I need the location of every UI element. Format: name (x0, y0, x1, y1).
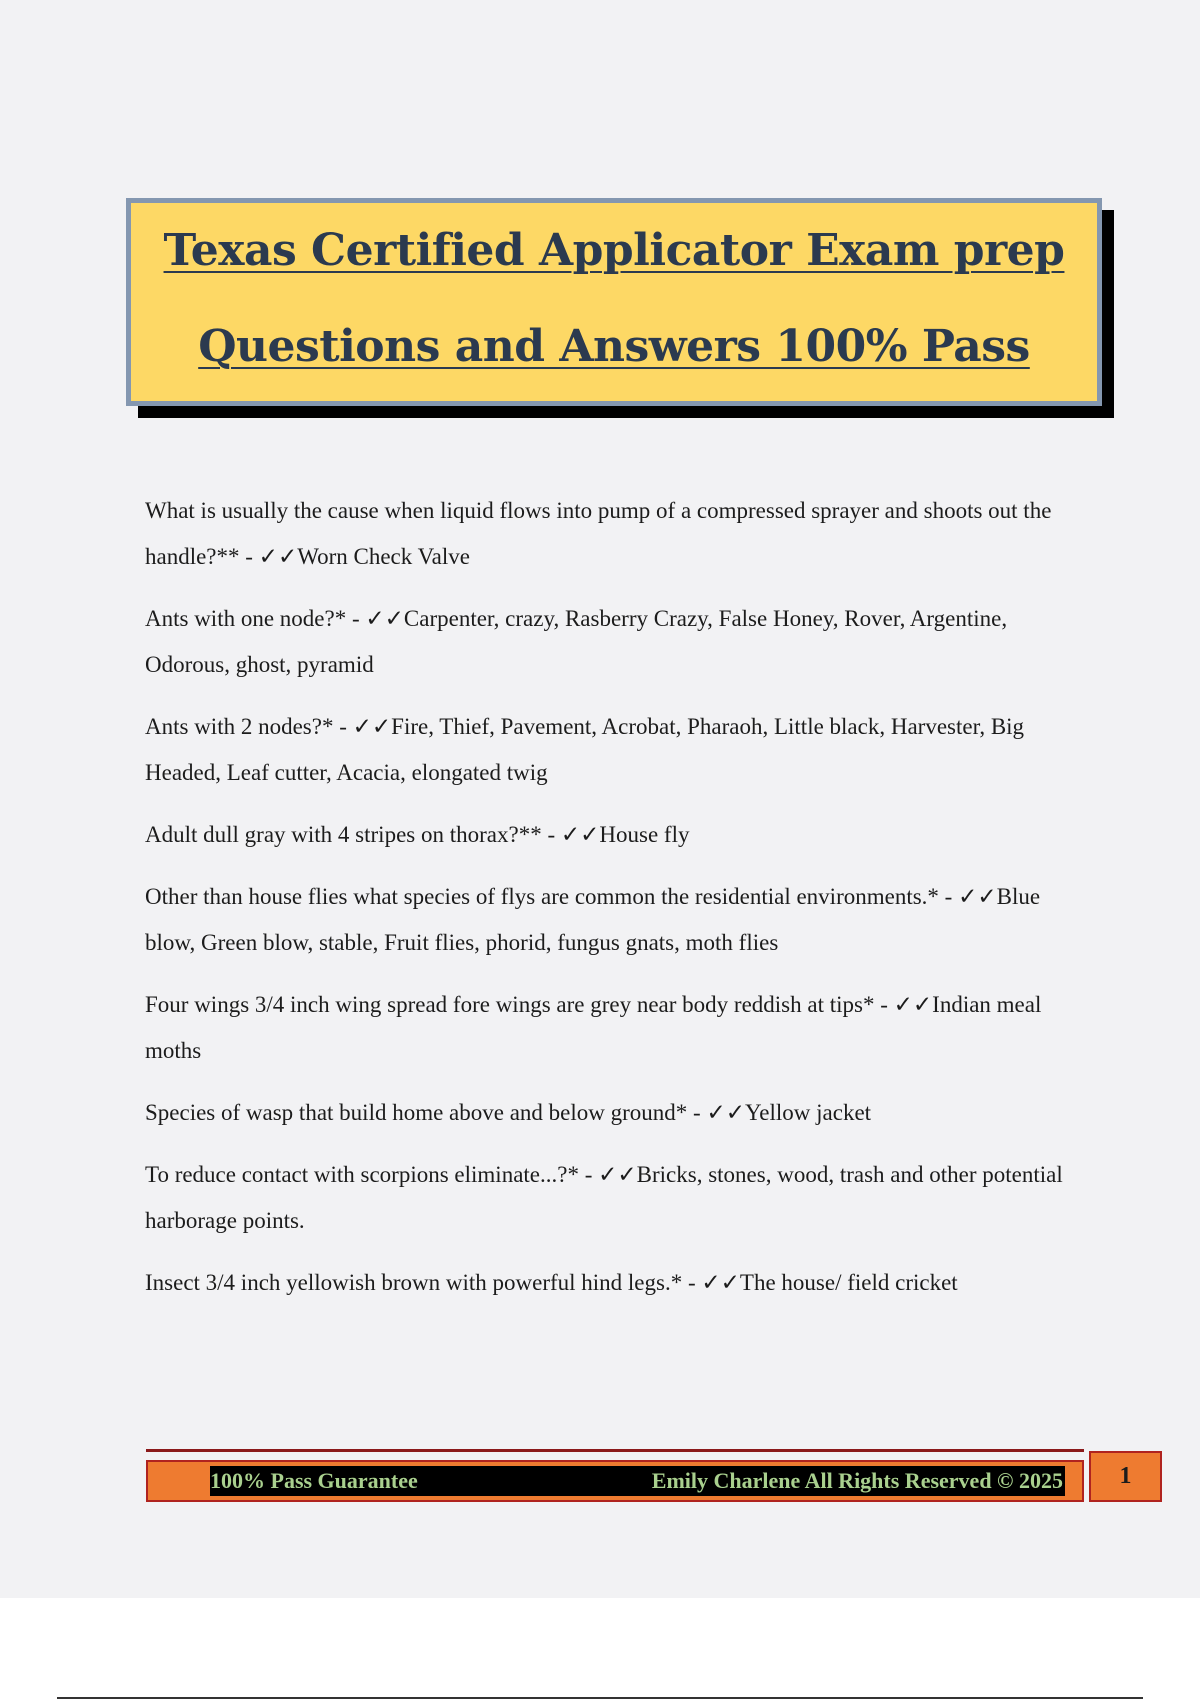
footer-divider (146, 1449, 1084, 1452)
footer-guarantee-text: 100% Pass Guarantee (210, 1468, 418, 1493)
qa-item: Four wings 3/4 inch wing spread fore wings are grey near body reddish at tips* - ✓✓Indian meal moths (145, 992, 1042, 1063)
footer-copyright-text: Emily Charlene All Rights Reserved © 2025 (651, 1468, 1063, 1493)
qa-item: Ants with 2 nodes?* - ✓✓Fire, Thief, Pavement, Acrobat, Pharaoh, Little black, Harvester, Big Headed, Leaf cutter, Acacia, elongated twig (145, 714, 1025, 785)
qa-item: To reduce contact with scorpions eliminate...?* - ✓✓Bricks, stones, wood, trash and other potential harborage points. (145, 1162, 1063, 1233)
qa-item: What is usually the cause when liquid flows into pump of a compressed sprayer and shoots out the handle?** - ✓✓Worn Check Valve (145, 498, 1052, 569)
qa-item: Adult dull gray with 4 stripes on thorax?** - ✓✓House fly (145, 822, 690, 847)
qa-list (145, 488, 1085, 1322)
page-bottom-divider (57, 1697, 1143, 1699)
qa-item: Species of wasp that build home above and below ground* - ✓✓Yellow jacket (145, 1100, 872, 1125)
footer-inner-band (210, 1466, 1065, 1496)
title-line-1: Texas Certified Applicator Exam prep (163, 225, 1065, 276)
footer-bar (146, 1460, 1084, 1502)
qa-item: Other than house flies what species of flys are common the residential environments.* - ✓✓Blue blow, Green blow, stable, Fruit flies, phorid, fungus gnats, moth flies (145, 884, 1041, 955)
title-banner (126, 198, 1102, 406)
qa-item: Ants with one node?* - ✓✓Carpenter, crazy, Rasberry Crazy, False Honey, Rover, Argentine, Odorous, ghost, pyramid (145, 606, 1008, 677)
title-line-2: Questions and Answers 100% Pass (198, 321, 1030, 372)
qa-item: Insect 3/4 inch yellowish brown with powerful hind legs.* - ✓✓The house/ field cricket (145, 1270, 958, 1295)
page-number: 1 (1089, 1451, 1162, 1502)
